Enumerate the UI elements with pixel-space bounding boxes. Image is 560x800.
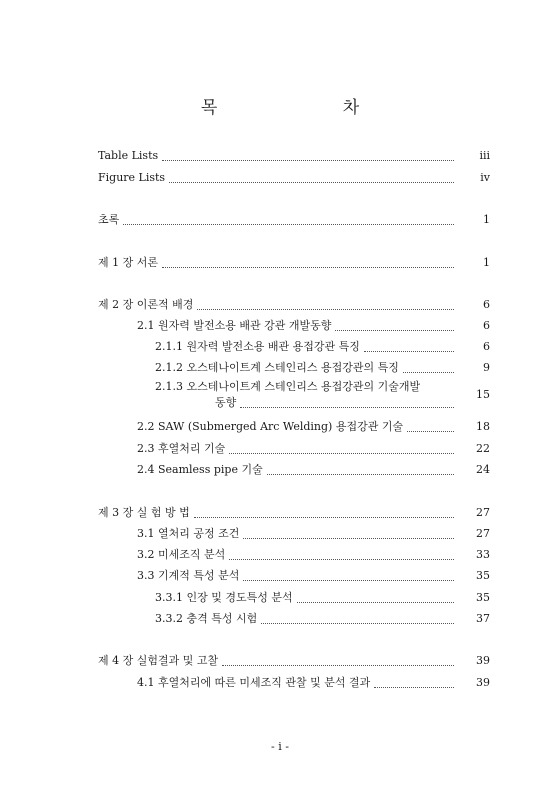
toc-entry-page: 18 [476, 420, 490, 433]
leader-dots [374, 687, 454, 688]
leader-dots [261, 623, 454, 624]
toc-entry-page: iv [480, 171, 490, 184]
toc-entry-page: 33 [476, 548, 490, 561]
toc-entry-label: 초록 [98, 213, 120, 226]
toc-entry-label: 3.2 미세조직 분석 [137, 548, 226, 561]
toc-entry-label: 제 2 장 이론적 배경 [98, 298, 194, 311]
leader-dots [194, 517, 454, 518]
toc-entry-page: iii [479, 149, 490, 162]
leader-dots [403, 372, 454, 373]
toc-entry-section-2-2[interactable] [137, 419, 490, 435]
toc-entry-section-2-3[interactable] [137, 441, 490, 457]
page-title: 목 차 [200, 98, 420, 118]
toc-entry-page: 6 [483, 319, 490, 332]
toc-entry-section-2-1-3[interactable] [155, 379, 490, 411]
toc-entry-label: 제 1 장 서론 [98, 256, 158, 269]
toc-entry-page: 27 [476, 527, 490, 540]
leader-dots [162, 267, 454, 268]
toc-entry-page: 9 [483, 361, 490, 374]
toc-entry-page: 1 [483, 213, 490, 226]
toc-entry-label: 2.2 SAW (Submerged Arc Welding) 용접강관 기술 [137, 420, 404, 433]
leader-dots [297, 602, 454, 603]
leader-dots [267, 474, 454, 475]
toc-entry-label: Figure Lists [98, 171, 166, 184]
leader-dots [222, 665, 454, 666]
leader-dots [240, 407, 454, 408]
leader-dots [169, 182, 454, 183]
leader-dots [123, 224, 454, 225]
toc-entry-chapter-2[interactable] [98, 297, 490, 313]
toc-entry-page: 35 [476, 591, 490, 604]
toc-entry-label: 2.1.3 오스테나이트계 스테인리스 용접강관의 기술개발 [155, 380, 421, 393]
toc-entry-label: 4.1 후열처리에 따른 미세조직 관찰 및 분석 결과 [137, 676, 371, 689]
toc-entry-label: 3.3.1 인장 및 경도특성 분석 [155, 591, 293, 604]
toc-entry-section-2-1-1[interactable] [155, 339, 490, 355]
toc-entry-page: 35 [476, 569, 490, 582]
leader-dots [407, 431, 454, 432]
toc-entry-label: 제 4 장 실험결과 및 고찰 [98, 654, 219, 667]
toc-entry-section-3-3[interactable] [137, 568, 490, 584]
leader-dots [197, 309, 454, 310]
toc-entry-label: Table Lists [98, 149, 159, 162]
toc-entry-table-lists[interactable] [98, 148, 490, 164]
toc-entry-page: 24 [476, 463, 490, 476]
leader-dots [243, 538, 454, 539]
toc-entry-label: 3.1 열처리 공정 조건 [137, 527, 240, 540]
toc-entry-section-3-1[interactable] [137, 526, 490, 542]
toc-entry-label-continued: 동향 [215, 396, 237, 409]
toc-entry-section-3-3-2[interactable] [155, 611, 490, 627]
toc-entry-figure-lists[interactable] [98, 170, 490, 186]
toc-entry-section-3-3-1[interactable] [155, 590, 490, 606]
toc-entry-section-2-1-2[interactable] [155, 360, 490, 376]
toc-entry-page: 39 [476, 654, 490, 667]
toc-entry-page: 1 [483, 256, 490, 269]
toc-entry-page: 37 [476, 612, 490, 625]
leader-dots [335, 330, 454, 331]
leader-dots [229, 453, 454, 454]
toc-entry-chapter-3[interactable] [98, 505, 490, 521]
toc-entry-label: 제 3 장 실 험 방 법 [98, 506, 190, 519]
toc-entry-page: 15 [476, 388, 490, 401]
toc-entry-section-3-2[interactable] [137, 547, 490, 563]
toc-entry-section-4-1[interactable] [137, 675, 490, 691]
leader-dots [229, 559, 454, 560]
toc-entry-chapter-4[interactable] [98, 653, 490, 669]
page-number-footer: - i - [271, 740, 289, 753]
toc-entry-label: 3.3 기계적 특성 분석 [137, 569, 240, 582]
leader-dots [243, 580, 454, 581]
toc-entry-chapter-1[interactable] [98, 255, 490, 271]
toc-entry-label: 2.1.1 원자력 발전소용 배관 용접강관 특징 [155, 340, 360, 353]
toc-entry-abstract[interactable] [98, 212, 490, 228]
leader-dots [364, 351, 454, 352]
toc-entry-page: 6 [483, 340, 490, 353]
toc-entry-section-2-4[interactable] [137, 462, 490, 478]
toc-entry-page: 27 [476, 506, 490, 519]
toc-entry-label: 2.1.2 오스테나이트계 스테인리스 용접강관의 특징 [155, 361, 399, 374]
toc-entry-label: 2.4 Seamless pipe 기술 [137, 463, 263, 476]
toc-entry-page: 6 [483, 298, 490, 311]
toc-entry-label: 2.1 원자력 발전소용 배관 강관 개발동향 [137, 319, 332, 332]
toc-entry-page: 39 [476, 676, 490, 689]
toc-entry-label: 2.3 후열처리 기술 [137, 442, 226, 455]
toc-entry-section-2-1[interactable] [137, 318, 490, 334]
toc-entry-label: 3.3.2 충격 특성 시험 [155, 612, 258, 625]
leader-dots [162, 160, 454, 161]
toc-entry-page: 22 [476, 442, 490, 455]
